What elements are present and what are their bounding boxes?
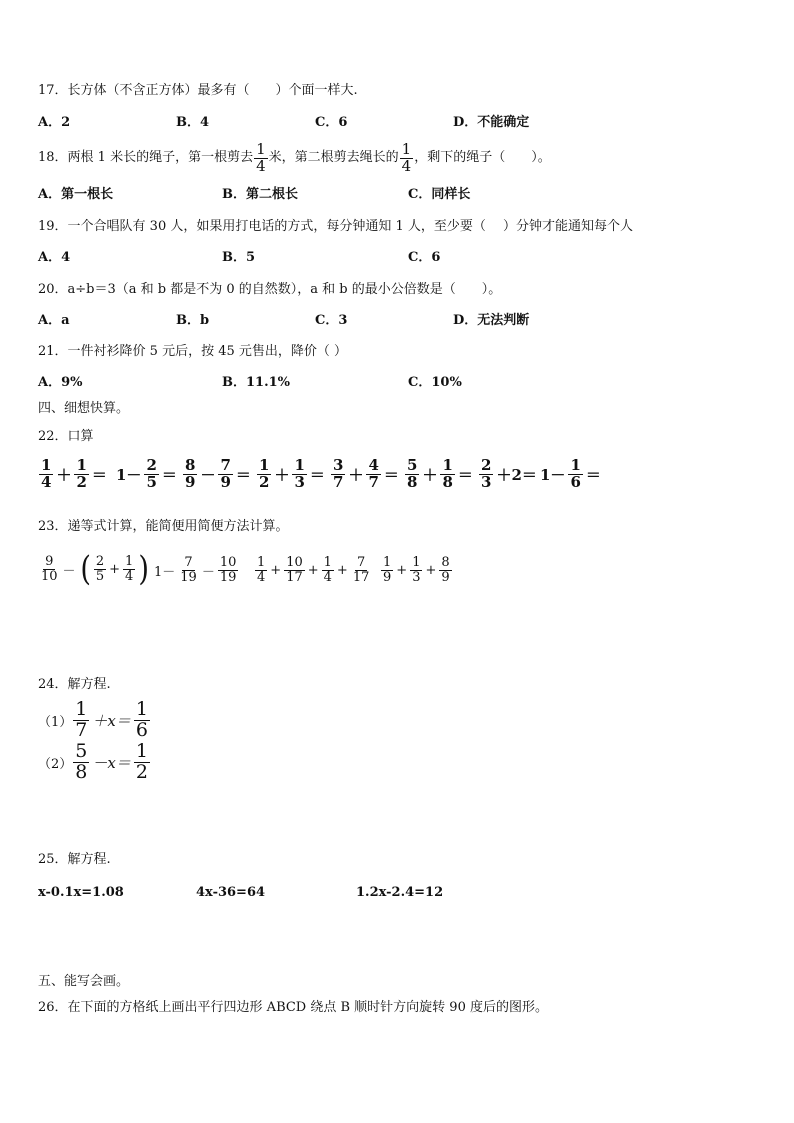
q25-equation-1: x-0.1x=1.08 bbox=[38, 885, 124, 900]
q22-item-5: $\frac{3}{7}$ ＋ $\frac{4}{7}$ ＝ bbox=[333, 456, 399, 491]
left-paren: ( bbox=[79, 549, 91, 589]
q25-equation-2: 4x-36=64 bbox=[196, 885, 266, 900]
q19-option-a: A．4 bbox=[38, 250, 71, 265]
q22-item-2: 1－ $\frac{2}{5}$ ＝ bbox=[116, 456, 177, 491]
q18-option-b: B．第二根长 bbox=[222, 187, 298, 202]
q19-option-c: C．6 bbox=[408, 250, 441, 265]
q18-option-a: A．第一根长 bbox=[38, 187, 114, 202]
q18-fraction-1: $\frac{1}{4}$ bbox=[256, 139, 266, 175]
q17-option-d: D．不能确定 bbox=[453, 115, 530, 130]
q21-option-b: B．11.1% bbox=[222, 375, 291, 390]
question-19: 19．一个合唱队有 30 人，如果用打电话的方式，每分钟通知 1 人，至少要（ ）分钟才能通知每个人 bbox=[38, 219, 634, 234]
q24-equation-2: （2） $\frac{5}{8}$ －x＝ $\frac{1}{2}$ bbox=[38, 740, 148, 783]
question-25-title: 25．解方程. bbox=[38, 852, 111, 867]
q23-expression-3: $\frac{1}{4}$ + $\frac{10}{17}$ + $\frac{1}{4}$ + $\frac{7}{17}$ bbox=[257, 555, 370, 585]
q23-expression-1: $\frac{9}{10}$ － ( $\frac{2}{5}$ + $\frac{1}{4}$ ) bbox=[41, 549, 150, 589]
q20-option-a: A．a bbox=[38, 313, 70, 328]
q20-option-d: D．无法判断 bbox=[453, 313, 530, 328]
q20-option-b: B．b bbox=[176, 313, 210, 328]
q19-option-b: B．5 bbox=[222, 250, 256, 265]
q22-item-7: $\frac{2}{3}$ ＋2＝ bbox=[481, 456, 537, 491]
q18-option-c: C．同样长 bbox=[408, 187, 471, 202]
q22-item-8: 1－ $\frac{1}{6}$ ＝ bbox=[540, 456, 601, 491]
question-18: 18．两根 1 米长的绳子，第一根剪去 $\frac{1}{4}$ 米，第二根剪去绳长的 $\frac{1}{4}$ ，剩下的绳子（ ）。 bbox=[38, 139, 551, 175]
q23-expression-4: $\frac{1}{9}$ + $\frac{1}{3}$ + $\frac{8}{9}$ bbox=[383, 555, 450, 585]
question-21: 21．一件衬衫降价 5 元后，按 45 元售出，降价（ ） bbox=[38, 344, 348, 359]
q22-item-3: $\frac{8}{9}$ － $\frac{7}{9}$ ＝ bbox=[185, 456, 251, 491]
q17-option-b: B．4 bbox=[176, 115, 210, 130]
q21-option-a: A．9% bbox=[38, 375, 83, 390]
q17-option-a: A．2 bbox=[38, 115, 71, 130]
q21-option-c: C．10% bbox=[408, 375, 462, 390]
question-26: 26．在下面的方格纸上画出平行四边形 ABCD 绕点 B 顺时针方向旋转 90 度后的图形。 bbox=[38, 1000, 548, 1015]
question-17: 17．长方体（不含正方体）最多有（ ）个面一样大. bbox=[38, 83, 358, 98]
section-5-heading: 五、能写会画。 bbox=[38, 974, 130, 989]
question-20: 20．a÷b＝3（a 和 b 都是不为 0 的自然数），a 和 b 的最小公倍数是（ ）。 bbox=[38, 282, 502, 297]
q22-item-6: $\frac{5}{8}$ ＋ $\frac{1}{8}$ ＝ bbox=[407, 456, 473, 491]
q20-option-c: C．3 bbox=[315, 313, 348, 328]
right-paren: ) bbox=[138, 549, 150, 589]
q17-option-c: C．6 bbox=[315, 115, 348, 130]
q25-equation-3: 1.2x-2.4=12 bbox=[356, 885, 444, 900]
question-22-title: 22．口算 bbox=[38, 429, 94, 444]
question-23-title: 23．递等式计算，能简便用简便方法计算。 bbox=[38, 519, 289, 534]
question-24-title: 24．解方程. bbox=[38, 677, 111, 692]
q22-item-1: $\frac{1}{4}$ ＋ $\frac{1}{2}$ ＝ bbox=[41, 456, 107, 491]
q18-fraction-2: $\frac{1}{4}$ bbox=[401, 139, 412, 175]
q23-expression-2: 1－ $\frac{7}{19}$ － $\frac{10}{19}$ bbox=[154, 555, 237, 585]
section-4-heading: 四、细想快算。 bbox=[38, 401, 130, 416]
q24-equation-1: （1） $\frac{1}{7}$ ＋x＝ $\frac{1}{6}$ bbox=[38, 698, 148, 741]
q22-item-4: $\frac{1}{2}$ ＋ $\frac{1}{3}$ ＝ bbox=[259, 456, 325, 491]
